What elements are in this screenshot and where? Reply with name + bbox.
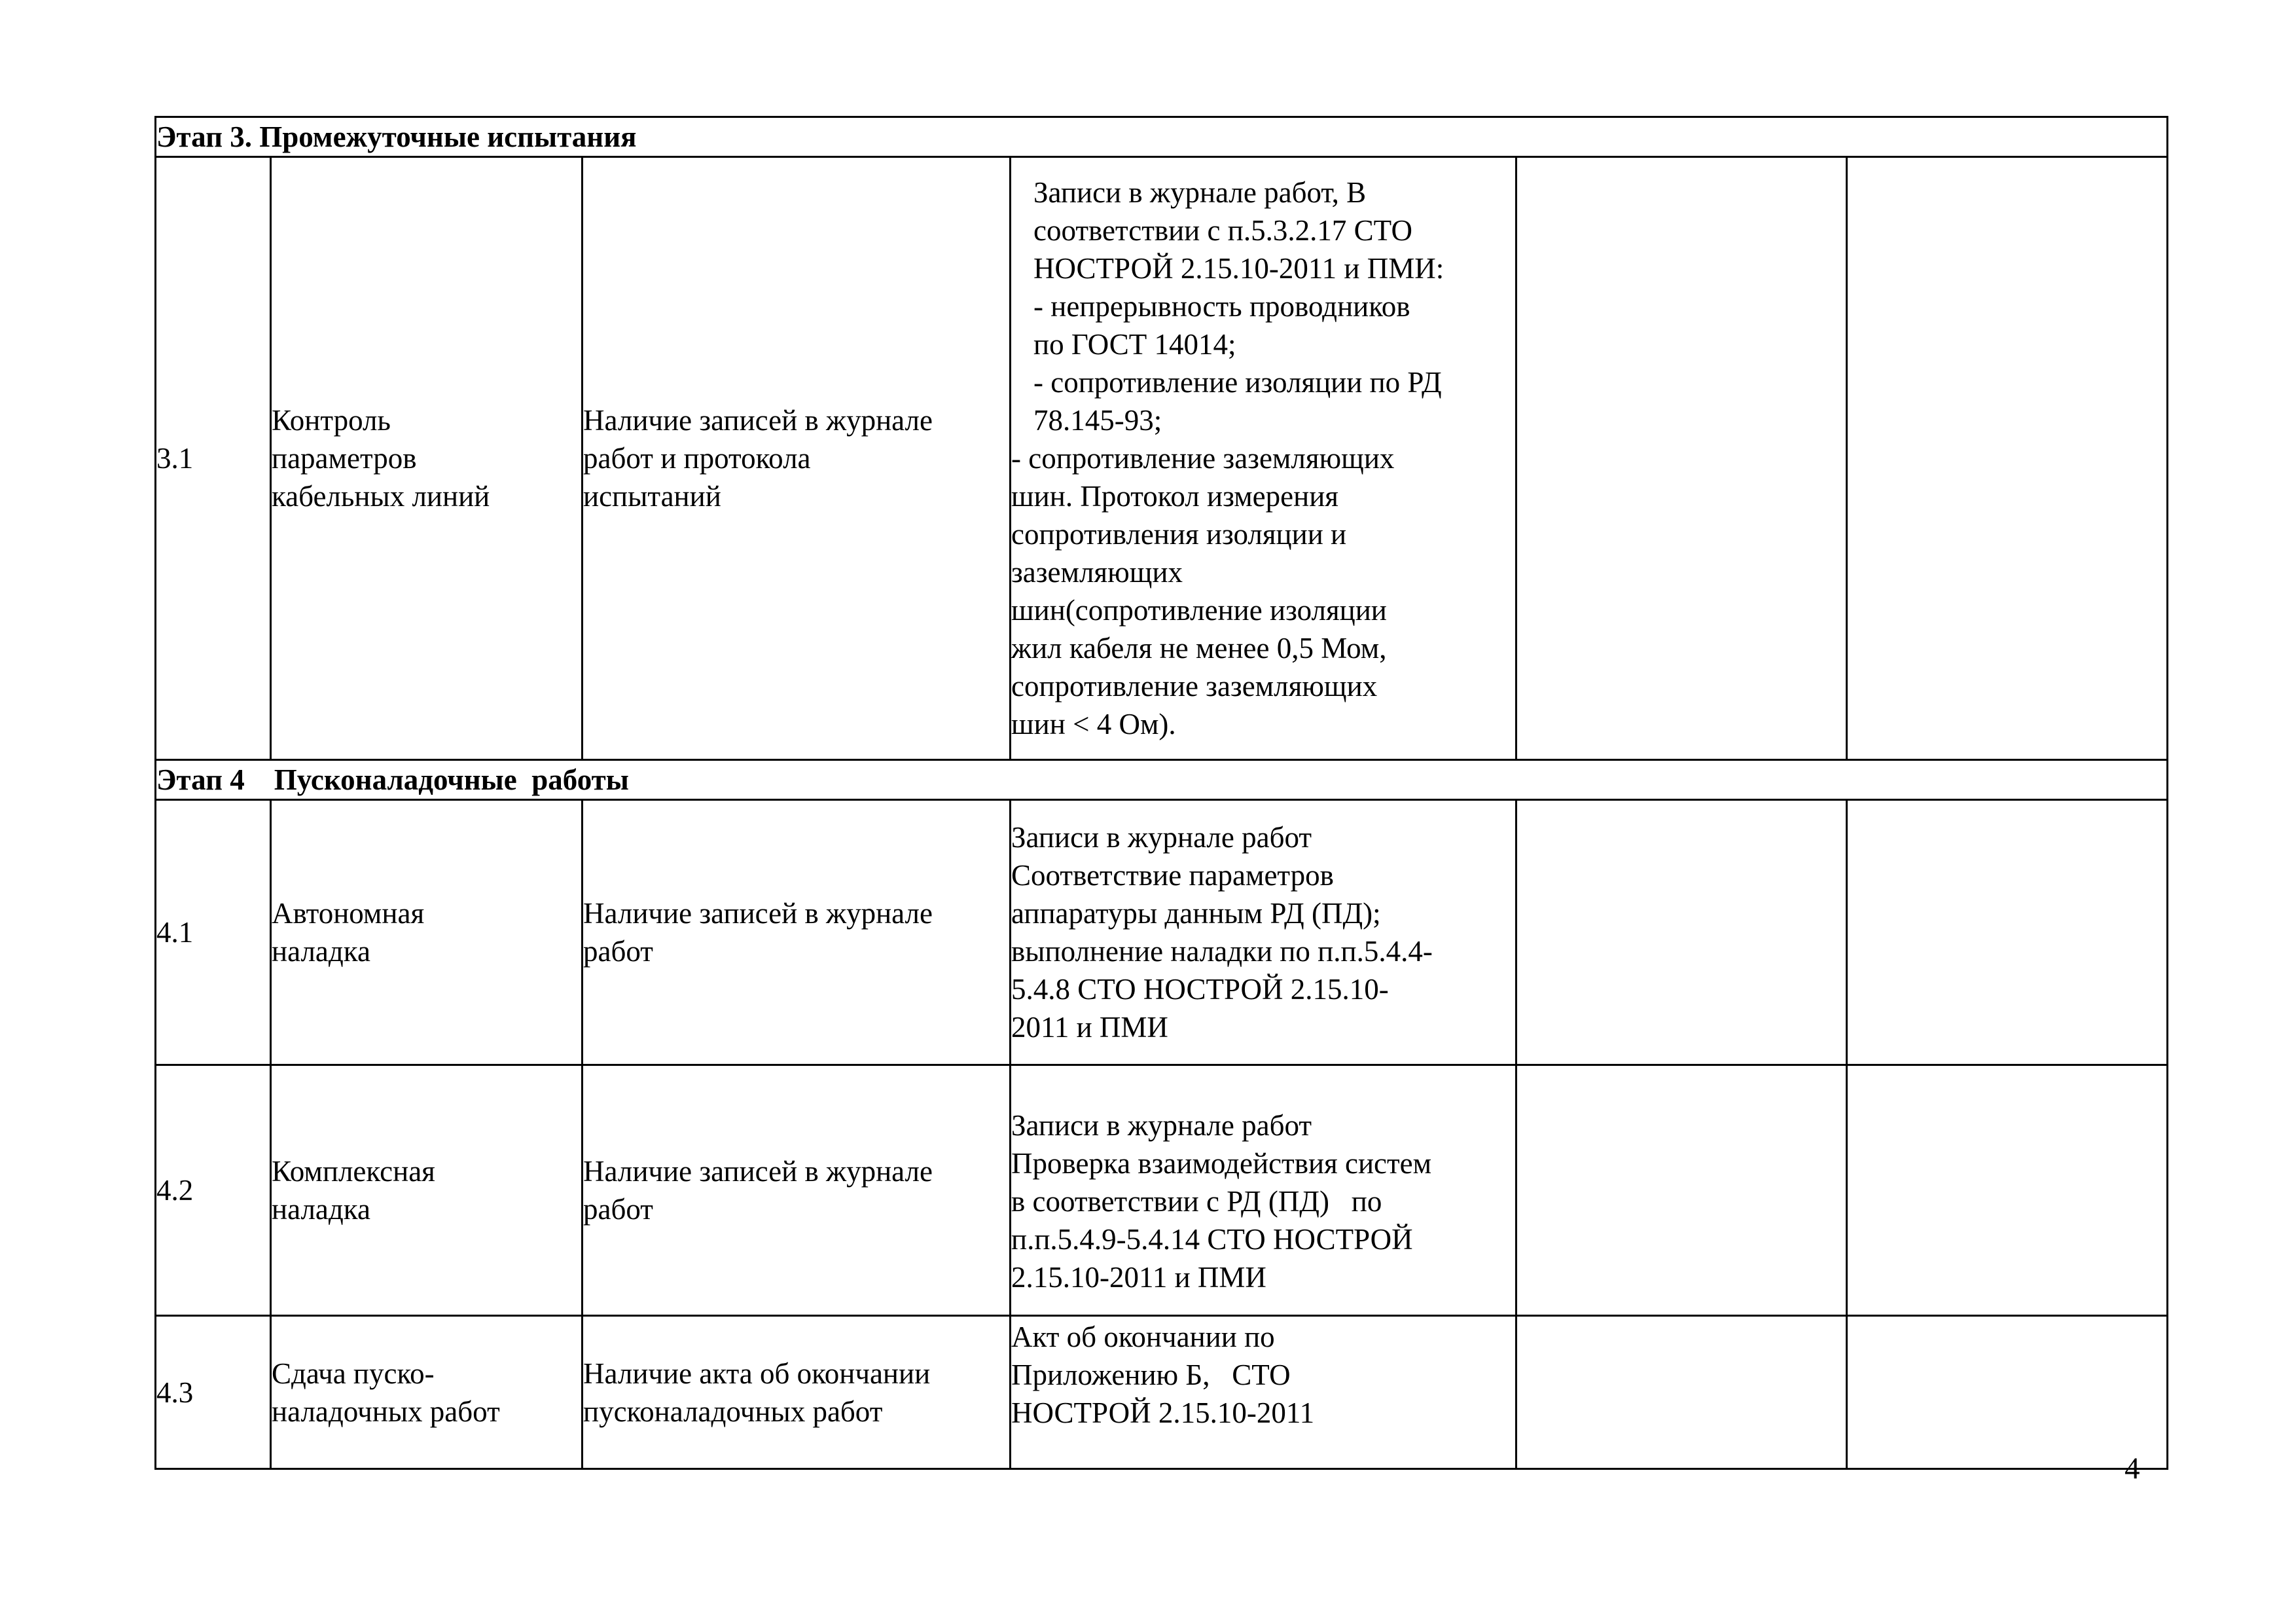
method-line: Наличие записей в журнале bbox=[583, 897, 933, 930]
empty-cell bbox=[1516, 157, 1847, 760]
row-number: 4.1 bbox=[156, 800, 271, 1065]
record-line: жил кабеля не менее 0,5 Мом, bbox=[1011, 632, 1387, 665]
method-line: Наличие акта об окончании bbox=[583, 1357, 931, 1390]
page-number: 4 bbox=[2125, 1451, 2140, 1486]
record-line: соответствии с п.5.3.2.17 СТО bbox=[1033, 214, 1412, 247]
record-line: Записи в журнале работ bbox=[1011, 821, 1312, 854]
row-number: 4.3 bbox=[156, 1316, 271, 1469]
row-number: 3.1 bbox=[156, 157, 271, 760]
table-row bbox=[156, 1065, 2168, 1316]
table-row bbox=[156, 1316, 2168, 1469]
record-cell bbox=[1011, 157, 1516, 760]
record-cell bbox=[1011, 800, 1516, 1065]
empty-cell bbox=[1847, 800, 2168, 1065]
stage-header-row bbox=[156, 117, 2168, 157]
record-line: Приложению Б, СТО bbox=[1011, 1359, 1291, 1391]
table-row bbox=[156, 157, 2168, 760]
stage-4-title-text: Этап 4 Пусконаладочные работы bbox=[156, 763, 629, 796]
record-line: Записи в журнале работ, В bbox=[1033, 176, 1367, 209]
method-line: испытаний bbox=[583, 480, 721, 513]
stage-header-row bbox=[156, 760, 2168, 800]
control-item-cell bbox=[271, 800, 583, 1065]
method-line: работ bbox=[583, 1193, 653, 1226]
method-line: Наличие записей в журнале bbox=[583, 404, 933, 437]
record-line: шин(сопротивление изоляции bbox=[1011, 594, 1387, 627]
method-line: работ и протокола bbox=[583, 442, 811, 475]
record-line: выполнение наладки по п.п.5.4.4- bbox=[1011, 935, 1433, 968]
record-line: - непрерывность проводников bbox=[1033, 290, 1410, 323]
control-method-cell bbox=[583, 1065, 1011, 1316]
record-line: шин < 4 Ом). bbox=[1011, 708, 1176, 740]
record-line: НОСТРОЙ 2.15.10-2011 bbox=[1011, 1396, 1315, 1429]
control-line: Комплексная bbox=[272, 1155, 435, 1188]
control-item-cell bbox=[271, 1065, 583, 1316]
empty-cell bbox=[1847, 1316, 2168, 1469]
empty-cell bbox=[1847, 157, 2168, 760]
record-line: Акт об окончании по bbox=[1011, 1321, 1275, 1353]
record-line: в соответствии с РД (ПД) по bbox=[1011, 1185, 1382, 1218]
record-line: сопротивление заземляющих bbox=[1011, 670, 1378, 702]
record-line: 2011 и ПМИ bbox=[1011, 1011, 1168, 1044]
record-line: шин. Протокол измерения bbox=[1011, 480, 1338, 513]
record-line: НОСТРОЙ 2.15.10-2011 и ПМИ: bbox=[1033, 252, 1444, 285]
stage-4-title bbox=[156, 760, 2168, 800]
record-line: аппаратуры данным РД (ПД); bbox=[1011, 897, 1381, 930]
record-line: - сопротивление заземляющих bbox=[1011, 442, 1395, 475]
empty-cell bbox=[1516, 1065, 1847, 1316]
record-line: п.п.5.4.9-5.4.14 СТО НОСТРОЙ bbox=[1011, 1223, 1413, 1256]
table-row bbox=[156, 800, 2168, 1065]
record-line: Соответствие параметров bbox=[1011, 859, 1334, 892]
record-line: сопротивления изоляции и bbox=[1011, 518, 1347, 551]
record-line: 2.15.10-2011 и ПМИ bbox=[1011, 1261, 1266, 1294]
control-line: Автономная bbox=[272, 897, 425, 930]
empty-cell bbox=[1516, 800, 1847, 1065]
control-line: кабельных линий bbox=[272, 480, 490, 513]
control-line: Контроль bbox=[272, 404, 391, 437]
record-line: Проверка взаимодействия систем bbox=[1011, 1147, 1432, 1180]
method-line: пусконаладочных работ bbox=[583, 1395, 883, 1428]
record-cell bbox=[1011, 1065, 1516, 1316]
control-line: параметров bbox=[272, 442, 417, 475]
empty-cell bbox=[1516, 1316, 1847, 1469]
record-line: по ГОСТ 14014; bbox=[1033, 328, 1236, 361]
control-line: Сдача пуско- bbox=[272, 1357, 435, 1390]
control-method-cell bbox=[583, 800, 1011, 1065]
record-cell bbox=[1011, 1316, 1516, 1469]
control-line: наладка bbox=[272, 1193, 370, 1226]
control-method-cell bbox=[583, 157, 1011, 760]
record-line: Записи в журнале работ bbox=[1011, 1109, 1312, 1142]
inspection-table bbox=[154, 116, 2168, 1470]
control-line: наладка bbox=[272, 935, 370, 968]
record-line: 78.145-93; bbox=[1033, 404, 1162, 437]
record-line: - сопротивление изоляции по РД bbox=[1033, 366, 1442, 399]
control-item-cell bbox=[271, 1316, 583, 1469]
method-line: Наличие записей в журнале bbox=[583, 1155, 933, 1188]
record-line: 5.4.8 СТО НОСТРОЙ 2.15.10- bbox=[1011, 973, 1389, 1006]
row-number: 4.2 bbox=[156, 1065, 271, 1316]
record-line: заземляющих bbox=[1011, 556, 1183, 589]
method-line: работ bbox=[583, 935, 653, 968]
control-item-cell bbox=[271, 157, 583, 760]
stage-3-title: Этап 3. Промежуточные испытания bbox=[156, 117, 2168, 157]
empty-cell bbox=[1847, 1065, 2168, 1316]
control-line: наладочных работ bbox=[272, 1395, 500, 1428]
control-method-cell bbox=[583, 1316, 1011, 1469]
